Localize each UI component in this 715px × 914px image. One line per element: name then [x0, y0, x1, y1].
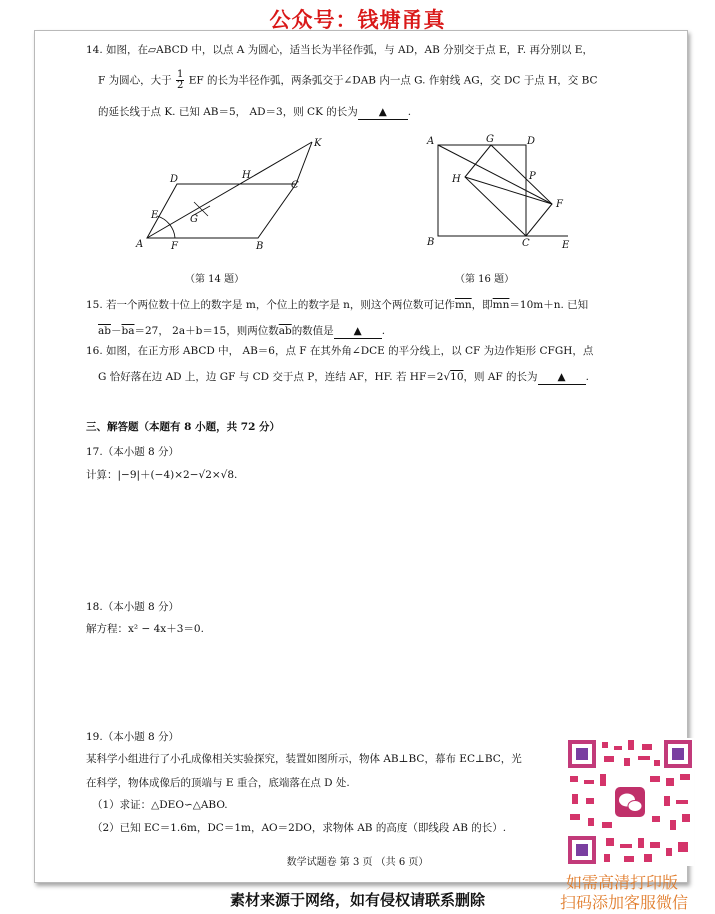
q14-line2-pre: F 为圆心，大于: [98, 74, 172, 87]
q19-sub1: （1）求证：△DEO∽△ABO.: [92, 799, 228, 811]
q15-line1: [86, 298, 588, 312]
q15-line2-mid: ＝27， 2a＋b＝15，则两位数: [134, 325, 279, 337]
answer-triangle-icon: ▲: [353, 325, 362, 337]
q16-line2-pre: G 恰好落在边 AD 上，边 GF 与 CD 交于点 P，连结 AF，HF. 若 HF＝2: [98, 371, 444, 383]
q17-label: 计算：: [86, 469, 118, 481]
fig14-label-a: A: [136, 239, 144, 250]
page-header-title: 公众号：钱塘甬真: [269, 7, 446, 32]
q14-frac-den: 2: [176, 80, 184, 91]
fig14-label-e: E: [151, 210, 159, 221]
fig14-label-f: F: [171, 241, 178, 252]
fig16-label-b: B: [427, 237, 435, 248]
q18-label: 解方程：: [86, 623, 128, 635]
page-footer: 数学试题卷 第 3 页 （共 6 页）: [286, 857, 429, 868]
q17-body: [86, 468, 237, 482]
qr-code-icon[interactable]: [566, 738, 694, 866]
figure-14: [130, 132, 330, 257]
promo-line-1: 如需高清打印版: [566, 873, 679, 892]
sqrt-icon: √: [443, 371, 451, 383]
segment-ck: [296, 142, 312, 184]
q19-line2: 在科学，物体成像后的顶端与 E 重合，底端落在点 D 处.: [86, 777, 350, 789]
fig16-label-c: C: [522, 238, 530, 249]
q14-line2: [98, 70, 598, 91]
q16-line2: [98, 370, 589, 385]
q14-line1: 14. 如图，在▱ABCD 中，以点 A 为圆心，适当长为半径作弧，与 AD，AB 分别交于点 E，F. 再分别以 E，: [86, 44, 593, 56]
fig16-caption: （第 16 题）: [455, 274, 515, 285]
q15-ab: $\overline{ab}$: [98, 325, 111, 337]
q18-expression: x² − 4x＋3＝0.: [128, 623, 204, 635]
q14-answer-blank: [358, 105, 408, 120]
fig14-label-c: C: [291, 180, 299, 191]
q16-answer-blank: [538, 370, 586, 385]
section-3-heading: 三、解答题（本题有 8 小题，共 72 分）: [86, 421, 281, 433]
parallelogram-abcd: [147, 184, 296, 238]
q16-end: .: [585, 371, 589, 383]
fig16-label-h: H: [452, 174, 461, 185]
q15-answer-blank: [334, 324, 382, 339]
answer-triangle-icon: ▲: [557, 371, 566, 383]
q15-line1-mid: ，即: [471, 299, 493, 311]
fig16-label-d: D: [527, 136, 536, 147]
q15-line1-post: ＝10m＋n. 已知: [509, 299, 589, 311]
figure-16: [420, 132, 580, 257]
fig16-label-a: A: [427, 136, 435, 147]
q14-fraction: [176, 70, 184, 91]
promo-line-2: 扫码添加客服微信: [560, 893, 689, 912]
q14-line3: [98, 105, 411, 120]
fig14-label-g: G: [190, 214, 198, 225]
q16-line1: 16. 如图，在正方形 ABCD 中， AB＝6，点 F 在其外角∠DCE 的平分线上，以 CF 为边作矩形 CFGH，点: [86, 345, 594, 357]
fig16-label-f: F: [556, 199, 563, 210]
q19-line1: 某科学小组进行了小孔成像相关实验探究，装置如图所示，物体 AB⊥BC，幕布 EC⊥BC，光: [86, 753, 522, 765]
fig16-label-p: P: [529, 171, 536, 182]
q15-line2-post: 的数值是: [291, 325, 334, 337]
fig14-caption: （第 14 题）: [185, 274, 245, 285]
q14-line2-post: EF 的长为半径作弧，两条弧交于∠DAB 内一点 G. 作射线 AG，交 DC 于点 H，交 BC: [188, 74, 598, 87]
q18-body: [86, 622, 204, 636]
fig16-label-e: E: [562, 240, 570, 251]
q19-title: 19.（本小题 8 分）: [86, 731, 180, 743]
fig14-label-k: K: [314, 138, 322, 149]
q17-title: 17.（本小题 8 分）: [86, 446, 180, 458]
q14-end: .: [407, 106, 412, 118]
q16-sqrt-value: 10: [450, 371, 464, 383]
square-abcd: [438, 145, 526, 236]
q15-ba: $\overline{ba}$: [121, 325, 135, 337]
q14-frac-num: 1: [176, 69, 184, 80]
q18-title: 18.（本小题 8 分）: [86, 601, 180, 613]
q15-mn2: $\overline{mn}$: [492, 299, 510, 311]
answer-triangle-icon: ▲: [378, 106, 387, 118]
fig14-label-d: D: [170, 174, 179, 185]
q15-end: .: [381, 325, 386, 337]
q17-expression: |−9|＋(−4)×2−√2×√8.: [117, 469, 238, 481]
q14-line3-text: 的延长线于点 K. 已知 AB＝5， AD＝3，则 CK 的长为: [98, 106, 358, 118]
q15-minus: －: [110, 325, 122, 337]
copyright-note: 素材来源于网络，如有侵权请联系删除: [229, 891, 485, 909]
q15-line2: [98, 324, 385, 339]
q15-mn: $\overline{mn}$: [454, 299, 472, 311]
ray-ag: [147, 142, 312, 238]
fig14-label-b: B: [256, 241, 264, 252]
q15-line1-pre: 15. 若一个两位数十位上的数字是 m，个位上的数字是 n，则这个两位数可记作: [86, 299, 455, 311]
q15-ab2: $\overline{ab}$: [278, 325, 292, 337]
q16-line2-post: ，则 AF 的长为: [463, 371, 538, 383]
fig16-label-g: G: [486, 134, 494, 145]
fig14-label-h: H: [242, 170, 251, 181]
q19-sub2: （2）已知 EC＝1.6m，DC＝1m，AO＝2DO，求物体 AB 的高度（即线段 AB 的长）.: [92, 822, 507, 834]
